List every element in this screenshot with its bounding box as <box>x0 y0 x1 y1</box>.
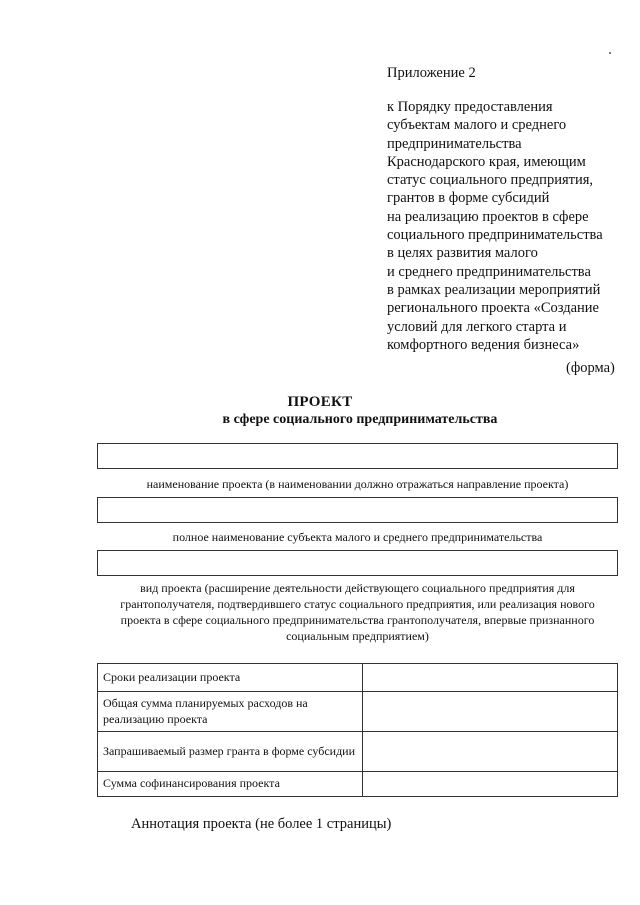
project-type-field[interactable] <box>97 550 618 576</box>
document-subtitle: в сфере социального предпринимательства <box>222 412 498 427</box>
appendix-line: и среднего предпринимательства <box>387 263 591 280</box>
table-row <box>98 732 618 772</box>
appendix-line: статус социального предприятия, <box>387 172 594 189</box>
caption-line: полное наименование субъекта малого и среднего предпринимательства <box>172 530 543 544</box>
appendix-line: регионального проекта «Создание <box>387 300 599 317</box>
table-row <box>98 692 618 732</box>
table-cell-value[interactable] <box>363 692 618 732</box>
appendix-line: на реализацию проектов в сфере <box>387 208 589 225</box>
project-name-caption <box>97 476 618 492</box>
caption-line: наименование проекта (в наименовании должно отражаться направление проекта) <box>146 477 569 491</box>
appendix-line: предпринимательства <box>387 135 522 152</box>
table-cell-label: Сумма софинансирования проекта <box>98 772 363 797</box>
appendix-line: в целях развития малого <box>387 245 538 262</box>
caption-line: вид проекта (расширение деятельности действующего социального предприятия для <box>140 581 575 595</box>
appendix-line: социального предпринимательства <box>387 227 603 244</box>
project-type-caption <box>70 580 640 644</box>
project-name-field[interactable] <box>97 443 618 469</box>
appendix-line: субъектам малого и среднего <box>387 117 567 134</box>
subject-name-caption <box>97 529 618 545</box>
project-info-table <box>97 663 618 797</box>
scan-artifact <box>609 52 611 54</box>
table-cell-value[interactable] <box>363 664 618 692</box>
appendix-line: к Порядку предоставления <box>387 99 553 115</box>
table-row <box>98 772 618 797</box>
table-row <box>98 664 618 692</box>
subject-name-field[interactable] <box>97 497 618 523</box>
table-cell-label: Сроки реализации проекта <box>98 664 363 692</box>
annotation-heading: Аннотация проекта (не более 1 страницы) <box>131 816 392 832</box>
table-cell-label: Запрашиваемый размер гранта в форме субсидии <box>98 732 363 772</box>
document-title: ПРОЕКТ <box>287 394 353 410</box>
appendix-reference-text <box>387 98 627 354</box>
appendix-line: условий для легкого старта и <box>387 318 567 335</box>
caption-line: социальным предприятием) <box>286 629 429 643</box>
caption-line: грантополучателя, подтвердившего статус социального предприятия, или реализация нового <box>120 597 595 611</box>
appendix-line: комфортного ведения бизнеса» <box>387 336 580 353</box>
caption-line: проекта в сфере социального предпринимательства грантополучателя, впервые признанного <box>120 613 595 627</box>
table-cell-value[interactable] <box>363 732 618 772</box>
appendix-heading: Приложение 2 <box>387 65 476 81</box>
appendix-line: Краснодарского края, имеющим <box>387 153 586 170</box>
table-cell-value[interactable] <box>363 772 618 797</box>
table-cell-label: Общая сумма планируемых расходов на реализацию проекта <box>98 692 363 732</box>
appendix-line: в рамках реализации мероприятий <box>387 281 601 298</box>
appendix-line: грантов в форме субсидий <box>387 190 550 207</box>
form-note: (форма) <box>566 360 615 376</box>
